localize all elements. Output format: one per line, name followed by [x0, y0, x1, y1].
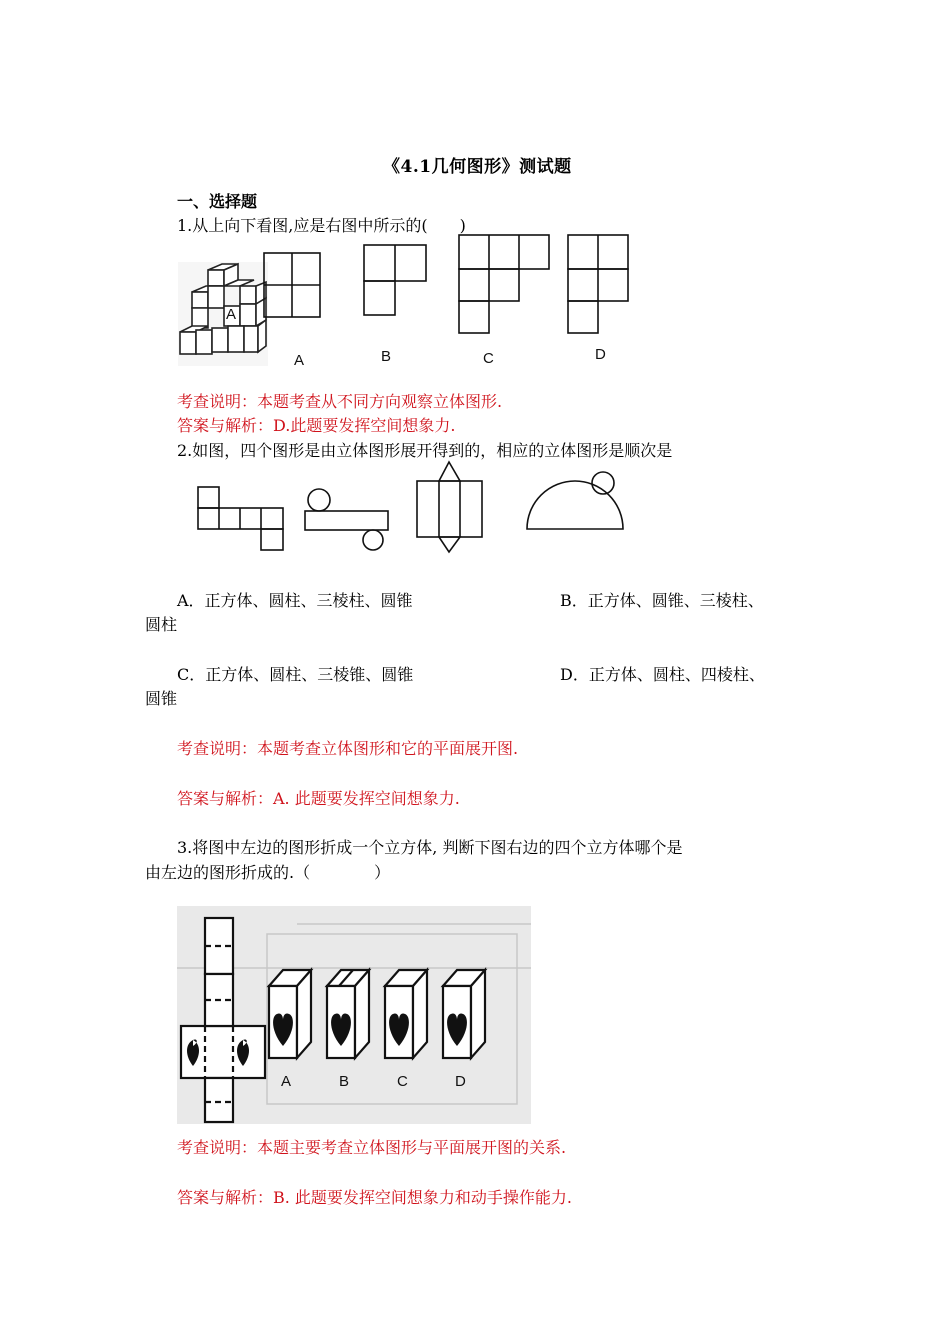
q3-answer: 答案与解析：B. 此题要发挥空间想象力和动手操作能力.	[177, 1188, 573, 1207]
q2-option-d-cont: 圆锥	[145, 689, 178, 708]
q1-option-a-label: A	[294, 352, 305, 369]
q1-option-b-label: B	[381, 348, 392, 365]
q1-note: 考查说明：本题考查从不同方向观察立体图形.	[177, 392, 503, 411]
q2-option-b-cont: 圆柱	[145, 615, 178, 634]
q3-cube-figure	[177, 906, 531, 1124]
question-2-text: 2.如图，四个图形是由立体图形展开得到的，相应的立体图形是顺次是	[177, 441, 673, 460]
q2-option-b: B．正方体、圆锥、三棱柱、	[560, 591, 764, 610]
q1-option-c-label: C	[483, 350, 494, 367]
question-1-text: 1.从上向下看图,应是右图中所示的( )	[177, 216, 466, 235]
q3-option-a-label: A	[281, 1073, 292, 1090]
q3-option-d-label: D	[455, 1073, 466, 1090]
page-title: 《4.1几何图形》测试题	[383, 157, 572, 177]
question-3-text: 3.将图中左边的图形折成一个立方体, 判断下图右边的四个立方体哪个是	[177, 838, 683, 857]
q3-option-c-label: C	[397, 1073, 408, 1090]
q2-net-figures	[195, 470, 625, 555]
q1-block-figure	[178, 262, 268, 366]
q1-block-label: A	[226, 306, 237, 323]
q2-option-a: A．正方体、圆柱、三棱柱、圆锥	[177, 591, 413, 610]
question-3-text-cont: 由左边的图形折成的.（ ）	[145, 863, 391, 882]
section-heading: 一、选择题	[177, 192, 258, 211]
q2-option-d: D．正方体、圆柱、四棱柱、	[560, 665, 765, 684]
q3-option-b-label: B	[339, 1073, 350, 1090]
q2-option-c: C．正方体、圆柱、三棱锥、圆锥	[177, 665, 414, 684]
q2-note: 考查说明：本题考查立体图形和它的平面展开图.	[177, 739, 519, 758]
q3-note: 考查说明：本题主要考查立体图形与平面展开图的关系.	[177, 1138, 567, 1157]
q1-answer: 答案与解析：D.此题要发挥空间想象力.	[177, 416, 456, 435]
q1-option-figures	[262, 233, 632, 373]
q2-answer: 答案与解析：A. 此题要发挥空间想象力.	[177, 789, 460, 808]
q1-option-d-label: D	[595, 346, 606, 363]
